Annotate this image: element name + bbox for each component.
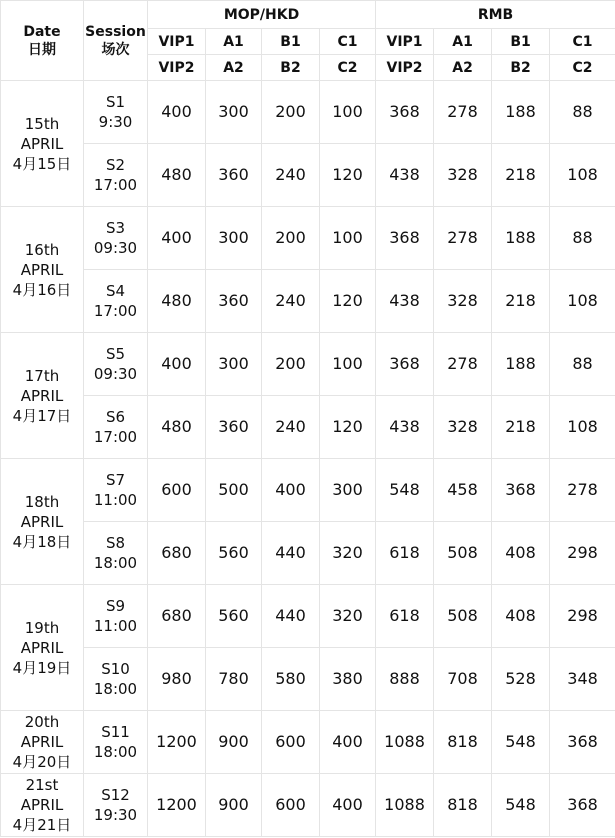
price-cell: 368: [376, 81, 434, 144]
price-cell: 278: [434, 207, 492, 270]
tier-header-cell: A2: [206, 55, 262, 81]
price-cell: 240: [262, 144, 320, 207]
price-cell: 298: [550, 522, 615, 585]
date-month: APRIL: [20, 512, 64, 531]
date-month: APRIL: [20, 638, 64, 657]
session-cell: [84, 270, 148, 333]
date-cn: 4月15日: [12, 154, 72, 173]
price-cell: 278: [550, 459, 615, 522]
date-cell: [1, 81, 84, 207]
date-month: APRIL: [20, 134, 64, 153]
tier-header-cell: B1: [262, 29, 320, 55]
session-time: 17:00: [93, 302, 138, 320]
session-code: S9: [105, 597, 126, 615]
price-cell: 368: [376, 333, 434, 396]
price-cell: 200: [262, 207, 320, 270]
price-cell: 560: [206, 585, 262, 648]
tier-header-cell: C1: [550, 29, 615, 55]
session-cell: [84, 774, 148, 837]
price-cell: 108: [550, 396, 615, 459]
tier-header-cell: C2: [320, 55, 376, 81]
date-month: APRIL: [20, 386, 64, 405]
price-cell: 600: [148, 459, 206, 522]
price-cell: 508: [434, 585, 492, 648]
date-cn: 4月19日: [12, 658, 72, 677]
tier-header-cell: B1: [492, 29, 550, 55]
session-code: S2: [105, 156, 126, 174]
table-row: [1, 648, 615, 711]
table-row: [1, 333, 615, 396]
price-cell: 368: [376, 207, 434, 270]
price-cell: 218: [492, 144, 550, 207]
price-cell: 600: [262, 774, 320, 837]
date-cn: 4月16日: [12, 280, 72, 299]
price-cell: 1200: [148, 774, 206, 837]
price-cell: 300: [206, 207, 262, 270]
tier-header-cell: C1: [320, 29, 376, 55]
session-time: 18:00: [93, 554, 138, 572]
tier-header-cell: A1: [206, 29, 262, 55]
price-cell: 408: [492, 522, 550, 585]
session-header-en: Session: [85, 23, 146, 40]
price-cell: 88: [550, 207, 615, 270]
session-cell: [84, 711, 148, 774]
price-cell: 400: [148, 333, 206, 396]
price-cell: 1088: [376, 711, 434, 774]
session-cell: [84, 585, 148, 648]
session-cell: [84, 144, 148, 207]
date-cell: [1, 333, 84, 459]
price-cell: 680: [148, 522, 206, 585]
date-cn: 4月21日: [12, 816, 72, 834]
price-cell: 680: [148, 585, 206, 648]
date-cn: 4月17日: [12, 406, 72, 425]
tier-header-cell: A2: [434, 55, 492, 81]
price-cell: 708: [434, 648, 492, 711]
price-cell: 980: [148, 648, 206, 711]
price-cell: 200: [262, 333, 320, 396]
table-row: [1, 270, 615, 333]
price-cell: 328: [434, 396, 492, 459]
price-cell: 360: [206, 270, 262, 333]
price-cell: 380: [320, 648, 376, 711]
session-time: 18:00: [93, 743, 138, 761]
price-cell: 278: [434, 81, 492, 144]
price-cell: 360: [206, 396, 262, 459]
session-cell: [84, 522, 148, 585]
date-month: APRIL: [20, 796, 64, 814]
price-cell: 298: [550, 585, 615, 648]
session-code: S7: [105, 471, 126, 489]
price-cell: 600: [262, 711, 320, 774]
price-cell: 400: [320, 774, 376, 837]
session-time: 11:00: [93, 617, 138, 635]
price-cell: 818: [434, 711, 492, 774]
date-month: APRIL: [20, 733, 64, 751]
date-header-cn: 日期: [28, 41, 56, 58]
price-cell: 618: [376, 522, 434, 585]
price-cell: 888: [376, 648, 434, 711]
tier-header-cell: C2: [550, 55, 615, 81]
price-cell: 188: [492, 207, 550, 270]
price-cell: 328: [434, 144, 492, 207]
price-cell: 120: [320, 396, 376, 459]
price-cell: 548: [492, 711, 550, 774]
currency-group-mop-hkd: MOP/HKD: [148, 1, 376, 29]
price-cell: 88: [550, 333, 615, 396]
price-cell: 900: [206, 774, 262, 837]
price-cell: 528: [492, 648, 550, 711]
session-cell: [84, 648, 148, 711]
price-cell: 408: [492, 585, 550, 648]
table-row: [1, 522, 615, 585]
price-cell: 438: [376, 270, 434, 333]
session-time: 9:30: [98, 113, 133, 131]
price-cell: 480: [148, 270, 206, 333]
price-cell: 320: [320, 522, 376, 585]
price-cell: 300: [320, 459, 376, 522]
table-row: [1, 711, 615, 774]
session-time: 18:00: [93, 680, 138, 698]
session-code: S8: [105, 534, 126, 552]
price-cell: 400: [262, 459, 320, 522]
table-row: [1, 774, 615, 837]
session-cell: [84, 81, 148, 144]
price-cell: 400: [320, 711, 376, 774]
session-code: S12: [101, 786, 130, 804]
date-cell: [1, 711, 84, 774]
price-cell: 218: [492, 270, 550, 333]
price-cell: 360: [206, 144, 262, 207]
price-cell: 1200: [148, 711, 206, 774]
date-header-en: Date: [23, 23, 61, 40]
price-cell: 560: [206, 522, 262, 585]
price-cell: 120: [320, 270, 376, 333]
session-header: [84, 1, 148, 81]
price-cell: 300: [206, 333, 262, 396]
table-row: [1, 207, 615, 270]
session-code: S1: [105, 93, 126, 111]
price-cell: 100: [320, 81, 376, 144]
price-cell: 580: [262, 648, 320, 711]
date-day: 18th: [24, 492, 60, 511]
date-cell: [1, 585, 84, 711]
date-cell: [1, 207, 84, 333]
session-time: 19:30: [93, 806, 138, 824]
price-cell: 618: [376, 585, 434, 648]
session-cell: [84, 459, 148, 522]
tier-header-cell: VIP1: [148, 29, 206, 55]
price-cell: 100: [320, 207, 376, 270]
session-cell: [84, 207, 148, 270]
date-header: [1, 1, 84, 81]
price-cell: 120: [320, 144, 376, 207]
price-cell: 108: [550, 270, 615, 333]
session-code: S11: [101, 723, 130, 741]
price-cell: 218: [492, 396, 550, 459]
price-cell: 508: [434, 522, 492, 585]
price-cell: 278: [434, 333, 492, 396]
price-cell: 1088: [376, 774, 434, 837]
table-row: [1, 459, 615, 522]
session-code: S4: [105, 282, 126, 300]
session-cell: [84, 333, 148, 396]
session-time: 11:00: [93, 491, 138, 509]
price-cell: 320: [320, 585, 376, 648]
date-cell: [1, 774, 84, 837]
price-cell: 438: [376, 144, 434, 207]
session-time: 17:00: [93, 176, 138, 194]
date-day: 17th: [24, 366, 60, 385]
price-cell: 548: [492, 774, 550, 837]
price-cell: 368: [550, 774, 615, 837]
price-cell: 400: [148, 81, 206, 144]
date-cn: 4月20日: [12, 753, 72, 771]
price-cell: 548: [376, 459, 434, 522]
price-cell: 328: [434, 270, 492, 333]
price-cell: 300: [206, 81, 262, 144]
table-row: [1, 396, 615, 459]
tier-header-cell: B2: [492, 55, 550, 81]
session-time: 17:00: [93, 428, 138, 446]
price-cell: 900: [206, 711, 262, 774]
price-cell: 500: [206, 459, 262, 522]
tier-header-cell: VIP1: [376, 29, 434, 55]
date-cn: 4月18日: [12, 532, 72, 551]
price-cell: 368: [492, 459, 550, 522]
tier-header-cell: A1: [434, 29, 492, 55]
tier-header-cell: VIP2: [148, 55, 206, 81]
date-day: 16th: [24, 240, 60, 259]
price-cell: 188: [492, 333, 550, 396]
table-row: [1, 585, 615, 648]
price-cell: 480: [148, 144, 206, 207]
date-day: 15th: [24, 114, 60, 133]
session-code: S5: [105, 345, 126, 363]
session-cell: [84, 396, 148, 459]
price-cell: 240: [262, 396, 320, 459]
session-time: 09:30: [93, 365, 138, 383]
tier-header-cell: B2: [262, 55, 320, 81]
date-day: 21st: [25, 776, 59, 794]
currency-group-rmb: RMB: [376, 1, 615, 29]
price-cell: 100: [320, 333, 376, 396]
table-row: [1, 144, 615, 207]
session-time: 09:30: [93, 239, 138, 257]
tier-header-cell: VIP2: [376, 55, 434, 81]
price-cell: 440: [262, 585, 320, 648]
price-cell: 480: [148, 396, 206, 459]
date-month: APRIL: [20, 260, 64, 279]
session-code: S10: [101, 660, 130, 678]
date-cell: [1, 459, 84, 585]
price-cell: 348: [550, 648, 615, 711]
price-cell: 240: [262, 270, 320, 333]
price-cell: 400: [148, 207, 206, 270]
price-cell: 438: [376, 396, 434, 459]
price-cell: 458: [434, 459, 492, 522]
price-cell: 108: [550, 144, 615, 207]
price-cell: 440: [262, 522, 320, 585]
price-cell: 368: [550, 711, 615, 774]
price-cell: 188: [492, 81, 550, 144]
date-day: 19th: [24, 618, 60, 637]
price-cell: 88: [550, 81, 615, 144]
price-cell: 818: [434, 774, 492, 837]
price-cell: 780: [206, 648, 262, 711]
price-cell: 200: [262, 81, 320, 144]
session-code: S6: [105, 408, 126, 426]
session-code: S3: [105, 219, 126, 237]
session-header-cn: 场次: [101, 41, 130, 58]
date-day: 20th: [24, 713, 60, 731]
table-row: [1, 81, 615, 144]
